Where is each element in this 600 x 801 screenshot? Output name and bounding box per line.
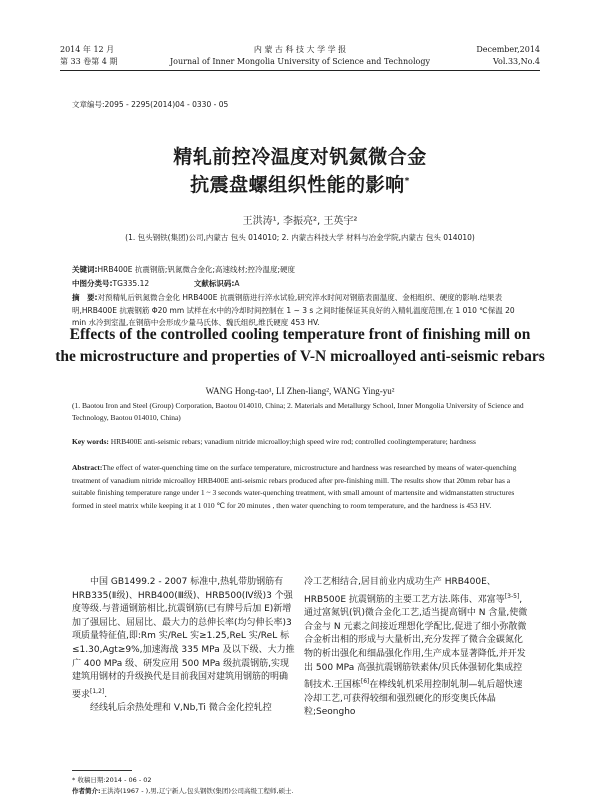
body-column-right (304, 576, 528, 720)
running-header (60, 44, 540, 70)
title-zh-line2-text: 抗震盘螺组织性能的影响 (190, 174, 405, 196)
doc-code-value: A (234, 279, 240, 288)
clc-value: TG335.12 (112, 279, 150, 288)
authors-zh: 王洪涛¹, 李振亮², 王英宇² (242, 216, 358, 227)
abstract-en (72, 462, 530, 512)
keywords-zh-label: 关键词: (72, 265, 98, 274)
journal-name-en: Journal of Inner Mongolia University of Science and Technology (169, 57, 431, 66)
footnote-author (72, 786, 540, 795)
classification-line (72, 278, 530, 291)
header-month-en: December,2014 (476, 45, 540, 54)
footnote-received (72, 775, 540, 784)
journal-name-zh: 内 蒙 古 科 技 大 学 学 报 (253, 45, 347, 54)
author-bio-label: 作者简介: (72, 787, 101, 795)
authors-en: WANG Hong-tao¹, LI Zhen-liang², WANG Ying-yu² (205, 386, 395, 396)
abstract-en-label: Abstract: (72, 463, 103, 472)
body-paragraph-3 (304, 576, 528, 720)
abstract-zh-text: 对预精轧后钒氮微合金化 HRB400E 抗震钢筋进行淬水试验,研究淬水时间对钢筋表面温度、金相组织、硬度的影响.结果表明,HRB400E 抗震钢筋 Φ20 mm 试样在水中的冷却时间控制在 1 ~ 3 s 之间时能保证其良好的入精轧温度范围,在 1 010 ℃保温 20 min 水冷到室温,在钢筋中会形成少量马氏体、魏氏组织,维氏硬度 453 HV. (72, 293, 515, 327)
body-paragraph-2: 经线轧后余热处理和 V,Nb,Ti 微合金化控轧控 (72, 703, 272, 714)
affiliation-zh: (1. 包头钢铁(集团)公司,内蒙古 包头 014010; 2. 内蒙古科技大学 材料与冶金学院,内蒙古 包头 014010) (125, 233, 475, 242)
title-zh-line1: 精轧前控冷温度对钒氮微合金 (173, 146, 427, 168)
keywords-en-text: HRB400E anti-seismic rebars; vanadium nitride microalloy;high speed wire rod; controlled coolingtemperature; hardness (110, 437, 476, 446)
body-column-left (72, 576, 296, 716)
header-date: 2014 年 12 月 (60, 45, 115, 54)
body-paragraph-1 (72, 576, 296, 702)
title-footnote-mark: * (404, 176, 410, 187)
abstract-en-text: The effect of water-quenching time on the surface temperature, microstructure and hardness was researched by means of water-quenching treatment of vanadium nitride microalloy HRB400E anti-seismic rebars produced after pre-finishing mill. The results show that 20mm rebar has a suitable finishing temperature range under 1 ~ 3 seconds water-quenching treatment, with small amount of martensite and widmanstatten structures formed in steel matrix while keeping it at 1 010 ℃ for 20 minutes , then water quenching to room temperature, and the hardness is 453 HV. (72, 463, 517, 510)
received-date: 收稿日期:2014 - 06 - 02 (77, 776, 152, 784)
body-paragraph-3-text-b: ,通过富氮钒(钒)微合金化工艺,适当提高钢中 N 含量,使微合金与 N 元素之间接近理想化学配比,促进了细小弥散微合金析出相的形成与大量析出,充分发挥了微合金碳氮化物的析出强化和细晶强化作用,生产成本显著降低,并开发出 500 MPa 高强抗震钢筋铁素体/贝氏体强韧化集成控制技术.王国栋 (304, 594, 528, 691)
abstract-zh (72, 292, 530, 330)
keywords-en-label: Key words: (72, 437, 109, 446)
header-rule (60, 70, 540, 71)
header-volume-zh: 第 33 卷第 4 期 (60, 57, 118, 66)
title-zh-line2 (0, 170, 600, 197)
header-right (476, 44, 540, 68)
body-paragraph-1-text: 中国 GB1499.2 - 2007 标准中,热轧带肋钢筋有 HRB335(Ⅱ级)、HRB400(Ⅲ级)、HRB500(Ⅳ级)3 个强度等级.与普通钢筋相比,抗震钢筋(已有牌号后加 E)新增加了强屈比、屈屈比、最大力的总伸长率(均匀伸长率)3 项质量特征值,即:Rm 实/ReL 实≥1.25,ReL 实/ReL 标≤1.30,Agt≥9%,加速海战 335 MPa 及以下级、大力推广 400 MPa 级、研发应用 500 MPa 级抗震钢筋,实现建筑用钢材的升级换代是目前我国对建筑用钢筋的明确要求 (72, 577, 295, 700)
header-center (60, 44, 540, 68)
clc-label: 中图分类号: (72, 279, 113, 288)
keywords-en (72, 436, 530, 449)
keywords-zh-text: HRB400E 抗震钢筋;钒氮微合金化;高速线材;控冷温度;硬度 (97, 265, 296, 274)
citation-6: [6] (360, 678, 370, 686)
header-volume-en: Vol.33,No.4 (493, 57, 540, 66)
title-en-line2: the microstructure and properties of V-N microalloyed anti-seismic rebars (55, 348, 545, 365)
article-id: 文章编号:2095 - 2295(2014)04 - 0330 - 05 (72, 100, 229, 109)
citation-3-5: [3-5] (504, 592, 520, 600)
citation-1-2: [1,2] (90, 687, 105, 695)
footnote-rule (72, 770, 132, 771)
keywords-zh (72, 264, 530, 277)
affiliation-en: (1. Baotou Iron and Steel (Group) Corporation, Baotou 014010, China; 2. Materials and Metallurgy School, Inner Mongolia University of Science and Technology, Baotou 014010, China) (72, 401, 524, 422)
body-paragraph-3-text-c: 在棒线轧机采用控制轧制—轧后超快速冷却工艺,可获得较细和强烈硬化的形变奥氏体晶粒;Seongho (304, 680, 523, 718)
author-bio-text: 王洪涛(1967 - ),男,辽宁新人,包头钢铁(集团)公司高级工程师,硕士. (100, 787, 294, 795)
body-paragraph-3-text-a: 冷工艺相结合,居目前业内成功生产 HRB400E、HRB500E 抗震钢筋的主要工艺方法.陈伟、邓富等 (304, 577, 505, 605)
body-paragraph-1-end: . (104, 689, 108, 700)
title-en-line1: Effects of the controlled cooling temperature front of finishing mill on (69, 326, 531, 343)
abstract-zh-label: 摘 要: (72, 293, 98, 302)
doc-code-label: 文献标识码: (193, 279, 235, 288)
footnote-mark: * (72, 776, 76, 784)
